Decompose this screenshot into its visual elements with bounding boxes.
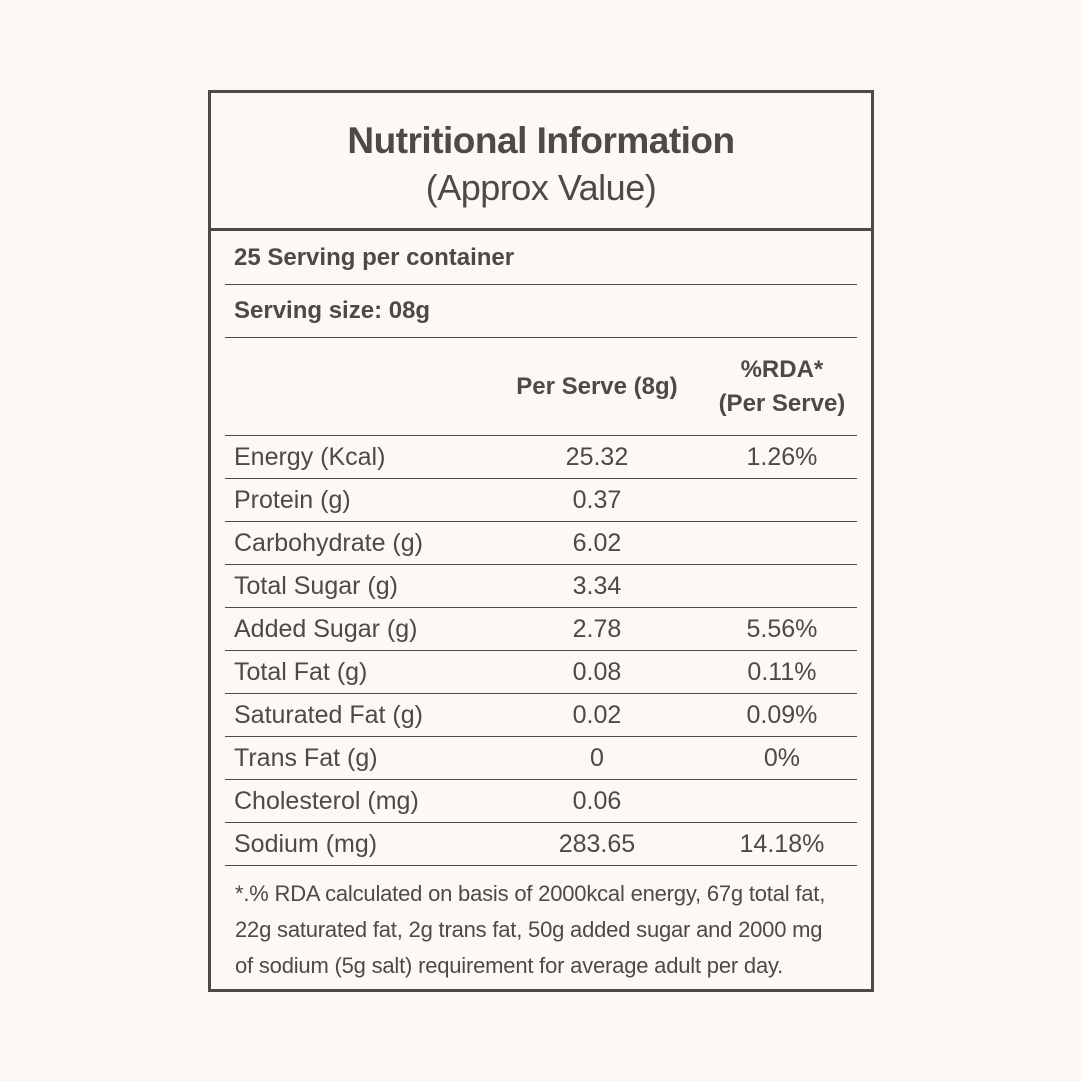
per-serve-value: 0 [487,737,707,780]
rda-value: 5.56% [707,608,857,651]
table-row [225,608,857,651]
per-serve-value: 6.02 [487,522,707,565]
rda-value [707,780,857,823]
per-serve-value: 283.65 [487,823,707,866]
serving-size: Serving size: 08g [225,285,857,338]
nutrient-label: Added Sugar (g) [225,608,487,651]
rda-header-line1: %RDA* [740,355,824,383]
per-serve-value: 0.08 [487,651,707,694]
nutrient-label: Total Fat (g) [225,651,487,694]
rda-value [707,565,857,608]
per-serve-column-header: Per Serve (8g) [487,338,707,436]
nutrient-column-header [225,338,487,436]
table-row [225,737,857,780]
table-row [225,522,857,565]
panel-title: Nutritional Information [347,120,735,161]
rda-value: 0.11% [707,651,857,694]
panel-subtitle: (Approx Value) [425,167,657,208]
nutrient-label: Sodium (mg) [225,823,487,866]
panel-body [211,231,871,984]
rda-value [707,479,857,522]
rda-column-header [707,338,857,436]
nutrient-label: Carbohydrate (g) [225,522,487,565]
per-serve-value: 0.37 [487,479,707,522]
rda-header-line2: (Per Serve) [718,389,846,417]
rda-footnote [225,866,857,984]
table-row [225,651,857,694]
panel-header [211,93,871,231]
per-serve-value: 0.06 [487,780,707,823]
rda-value: 0% [707,737,857,780]
table-row [225,565,857,608]
servings-per-container: 25 Serving per container [225,231,857,285]
rda-value: 1.26% [707,436,857,479]
nutrition-table [225,338,857,866]
nutrient-label: Energy (Kcal) [225,436,487,479]
footnote-line: of sodium (5g salt) requirement for average adult per day. [235,953,784,978]
nutrition-panel [208,90,874,992]
table-header-row [225,338,857,436]
per-serve-value: 0.02 [487,694,707,737]
table-row [225,823,857,866]
per-serve-value: 2.78 [487,608,707,651]
nutrient-label: Cholesterol (mg) [225,780,487,823]
footnote-line: 22g saturated fat, 2g trans fat, 50g added sugar and 2000 mg [235,917,823,942]
footnote-line: *.% RDA calculated on basis of 2000kcal energy, 67g total fat, [235,881,826,906]
table-row [225,694,857,737]
nutrient-label: Trans Fat (g) [225,737,487,780]
nutrient-label: Protein (g) [225,479,487,522]
table-row [225,436,857,479]
table-row [225,780,857,823]
rda-value: 0.09% [707,694,857,737]
per-serve-value: 25.32 [487,436,707,479]
rda-value: 14.18% [707,823,857,866]
per-serve-value: 3.34 [487,565,707,608]
nutrient-label: Total Sugar (g) [225,565,487,608]
rda-value [707,522,857,565]
nutrient-label: Saturated Fat (g) [225,694,487,737]
table-row [225,479,857,522]
